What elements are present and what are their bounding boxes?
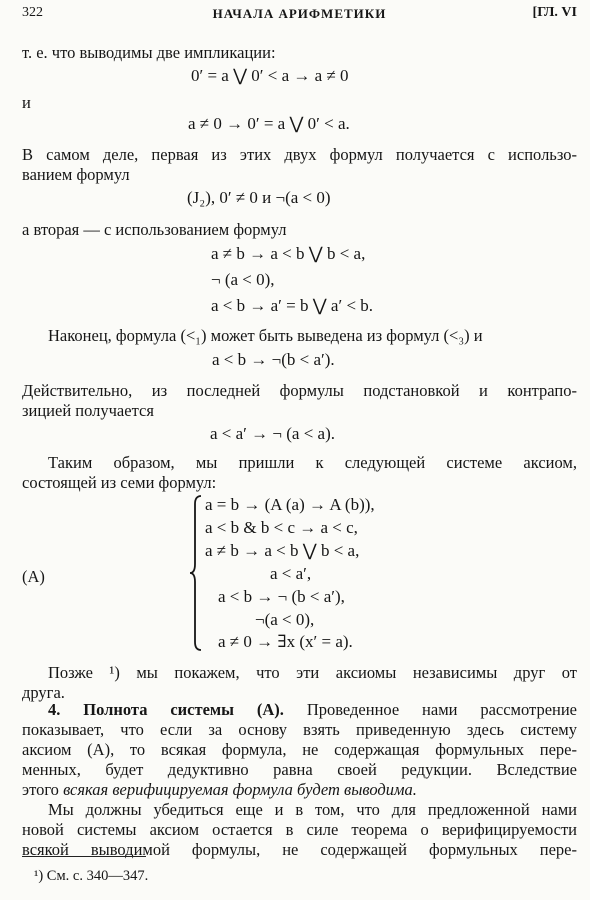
running-title: НАЧАЛА АРИФМЕТИКИ: [212, 6, 387, 21]
text-line: Наконец, формула (<₁) может быть выведена из формул (<₃) и: [48, 326, 483, 345]
formula: 0′ = a ⋁ 0′ < a → a ≠ 0: [191, 66, 349, 85]
text-line: зицией получается: [22, 401, 154, 420]
text-line: Мы должны убедиться еще и в том, что для предложенной нами: [48, 800, 577, 819]
section-heading: 4. Полнота системы (A).: [48, 700, 284, 719]
axiom: a ≠ b → a < b ⋁ b < a,: [205, 541, 360, 560]
text-line: всякой выводимой формулы, не содержащей формульных пере-: [22, 840, 577, 859]
text-line: друга.: [22, 683, 65, 702]
section-first-line: [48, 699, 577, 721]
text-line: состоящей из семи формул:: [22, 473, 217, 492]
formula: a < b → ¬(b < a′).: [212, 350, 335, 369]
text-line: Проведенное нами рассмотрение: [306, 700, 577, 719]
text-line: этого: [22, 780, 59, 799]
axiom: a ≠ 0 → ∃x (x′ = a).: [218, 632, 353, 651]
axiom: a = b → (A (a) → A (b)),: [205, 495, 375, 514]
system-label: (A): [22, 567, 45, 586]
text-line: т. е. что выводимы две импликации:: [22, 43, 276, 62]
page-header: [22, 5, 577, 25]
text-line: менных, будет дедуктивно равна своей редукции. Вследствие: [22, 760, 577, 779]
curly-brace-icon: [189, 494, 203, 652]
page-number: 322: [22, 5, 43, 20]
text-line: Позже ¹) мы покажем, что эти аксиомы независимы друг от: [48, 663, 577, 682]
text-line: ванием формул: [22, 165, 130, 184]
formula: ¬ (a < 0),: [211, 270, 275, 289]
text-line: показывает, что если за основу взять приведенную здесь систему: [22, 720, 577, 739]
footnote-rule: [22, 856, 146, 857]
footnote: ¹) См. с. 340—347.: [34, 868, 149, 884]
formula: a ≠ 0 → 0′ = a ⋁ 0′ < a.: [188, 114, 350, 133]
formula: (J₂), 0′ ≠ 0 и ¬(a < 0): [187, 188, 331, 207]
text-line: и: [22, 93, 31, 112]
formula: a ≠ b → a < b ⋁ b < a,: [211, 244, 366, 263]
emphasized-text: всякая верифицируемая формула будет выводима.: [63, 780, 417, 799]
text-line: аксиом (A), то всякая формула, не содержащая формульных пере-: [22, 740, 577, 759]
axiom: a < b & b < c → a < c,: [205, 518, 358, 537]
text-line: а вторая — с использованием формул: [22, 220, 287, 239]
text-line: В самом деле, первая из этих двух формул получается с использо-: [22, 145, 577, 164]
text-line: Таким образом, мы пришли к следующей системе аксиом,: [48, 453, 577, 472]
axiom: ¬(a < 0),: [255, 610, 315, 629]
axiom: a < b → ¬ (b < a′),: [218, 587, 345, 606]
axiom: a < a′,: [270, 564, 312, 583]
text-line: Действительно, из последней формулы подстановкой и контрапо-: [22, 381, 577, 400]
formula: a < a′ → ¬ (a < a).: [210, 424, 335, 443]
text-line: новой системы аксиом остается в силе теорема о верифицируемости: [22, 820, 577, 839]
text-line-with-emphasis: [22, 779, 417, 801]
formula: a < b → a′ = b ⋁ a′ < b.: [211, 296, 374, 315]
chapter-label: [ГЛ. VI: [532, 5, 577, 20]
